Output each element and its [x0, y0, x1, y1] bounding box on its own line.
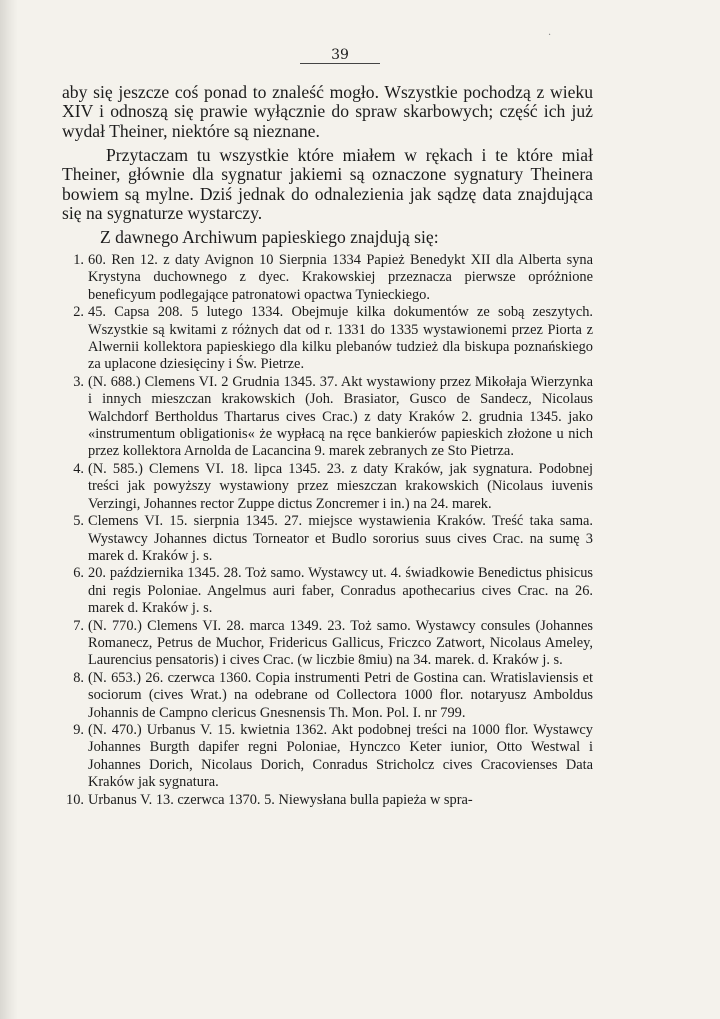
list-item — [66, 791, 593, 809]
list-item — [73, 252, 593, 304]
entry-text: 60. Ren 12. z daty Avignon 10 Sierpnia 1334 Papież Benedykt XII dla Alberta syna Krystyna duchownego z dyec. Krakowskiej przeznacza pierwsze opróżnione beneficyum podlegające patronatowi opactwa Tynieckiego. — [88, 252, 593, 303]
paragraph-intro: aby się jeszcze coś ponad to znaleść mogło. Wszystkie pochodzą z wieku XIV i odnoszą się prawie wyłącznie do spraw skarbowych; część ich już wydał Theiner, niektóre są nieznane. — [62, 82, 593, 141]
entry-text: Clemens VI. 15. sierpnia 1345. 27. miejsce wystawienia Kraków. Treść taka sama. Wystawcy Johannes dictus Torneator et Budlo sororius suus cives Crac. na sumę 3 marek d. Kraków j. s. — [88, 513, 593, 564]
entry-number: 4. — [73, 460, 84, 477]
entry-text: 20. października 1345. 28. Toż samo. Wystawcy ut. 4. świadkowie Benedictus phisicus dni regis Poloniae. Angelmus auri faber, Conradus apothecarius cives Crac. na 26. marek d. Kraków j. s. — [88, 565, 593, 617]
entry-number: 3. — [73, 373, 84, 390]
entry-text: (N. 770.) Clemens VI. 28. marca 1349. 23. Toż samo. Wystawcy consules (Johannes Romanecz, Petrus de Muchor, Fridericus Gallicus, Friczco Zatwort, Nicolaus Ameley, Laurencius pensatoris) i cives Crac. (w liczbie 8miu) na 34. marek. d. Kraków j. s. — [88, 617, 593, 669]
page-edge — [0, 0, 18, 1019]
list-item — [73, 460, 593, 513]
entry-number: 6. — [73, 565, 84, 582]
list-item — [73, 721, 593, 792]
page-number: 39 — [300, 47, 380, 64]
entry-text: (N. 470.) Urbanus V. 15. kwietnia 1362. Akt podobnej treści na 1000 flor. Wystawcy Johannes Burgth dapifer regni Poloniae, Hynczco Keter iunior, Otto Westwal i Johannes Dorich, Nicolaus Dorich, Conradus Stricholcz cives Cracovienses Data Kraków jak sygnatura. — [88, 721, 593, 791]
list-item — [73, 617, 593, 670]
list-item — [73, 669, 593, 722]
entry-number: 2. — [73, 304, 84, 321]
paragraph-archive: Z dawnego Archiwum papieskiego znajdują się: — [100, 227, 439, 247]
list-item — [73, 565, 593, 617]
entry-number: 7. — [73, 617, 84, 634]
list-item — [73, 304, 593, 374]
list-item — [73, 373, 593, 461]
paragraph-theiner: Przytaczam tu wszystkie które miałem w rękach i te które miał Theiner, głównie dla sygnatur jakiemi są oznaczone sygnatury Theinera bowiem są mylne. Dziś jednak do odnalezienia jak sądzę data znajdująca się na sygnaturze wystarczy. — [62, 145, 593, 224]
entry-number: 5. — [73, 513, 84, 530]
entry-text: Urbanus V. 13. czerwca 1370. 5. Niewysłana bulla papieża w spra- — [88, 791, 473, 808]
entry-list — [66, 252, 593, 809]
entry-text: 45. Capsa 208. 5 lutego 1334. Obejmuje kilka dokumentów ze sobą zeszytych. Wszystkie są kwitami z różnych dat od r. 1331 do 1335 wystawionemi przez Piorta z Alwernii kollektora papieskiego dla kilku plebanów tudzież dla biskupa poznańskiego za uplacone dziesięciny i Św. Pietrze. — [88, 304, 593, 373]
corner-mark: · — [548, 30, 552, 41]
entry-text: (N. 585.) Clemens VI. 18. lipca 1345. 23. z daty Kraków, jak sygnatura. Podobnej treści jak powyższy wystawiony przez mieszczan krakowskich (Nicolaus iuvenis Verzingi, Johannes rector Zuppe dictus Zoncremer i in.) na 24. marek. — [88, 460, 593, 512]
entry-number: 10. — [66, 791, 84, 808]
list-item — [73, 513, 593, 565]
entry-number: 1. — [73, 252, 84, 268]
entry-number: 9. — [73, 721, 84, 738]
entry-text: (N. 653.) 26. czerwca 1360. Copia instrumenti Petri de Gostina can. Wratislaviensis et sociorum (cives Wrat.) na odebrane od Collectora 1000 flor. notaryusz Amboldus Johannis de Campno clericus Gnesnensis Th. Mon. Pol. I. nr 799. — [88, 669, 593, 721]
entry-number: 8. — [73, 669, 84, 686]
entry-text: (N. 688.) Clemens VI. 2 Grudnia 1345. 37. Akt wystawiony przez Mikołaja Wierzynka i innych mieszczan krakowskich (Joh. Brasiator, Gusco de Sandecz, Nicolaus Walchdorf Bertholdus Thartarus cives Crac.) z daty Kraków 2. grudnia 1345. jako «instrumentum obligationis« że wypłacą na ręce bankierów papieskich złożone u nich przez kollektora Arnolda de Lacancina 9. marek zebranych ze Sto Pietrza. — [88, 373, 593, 460]
